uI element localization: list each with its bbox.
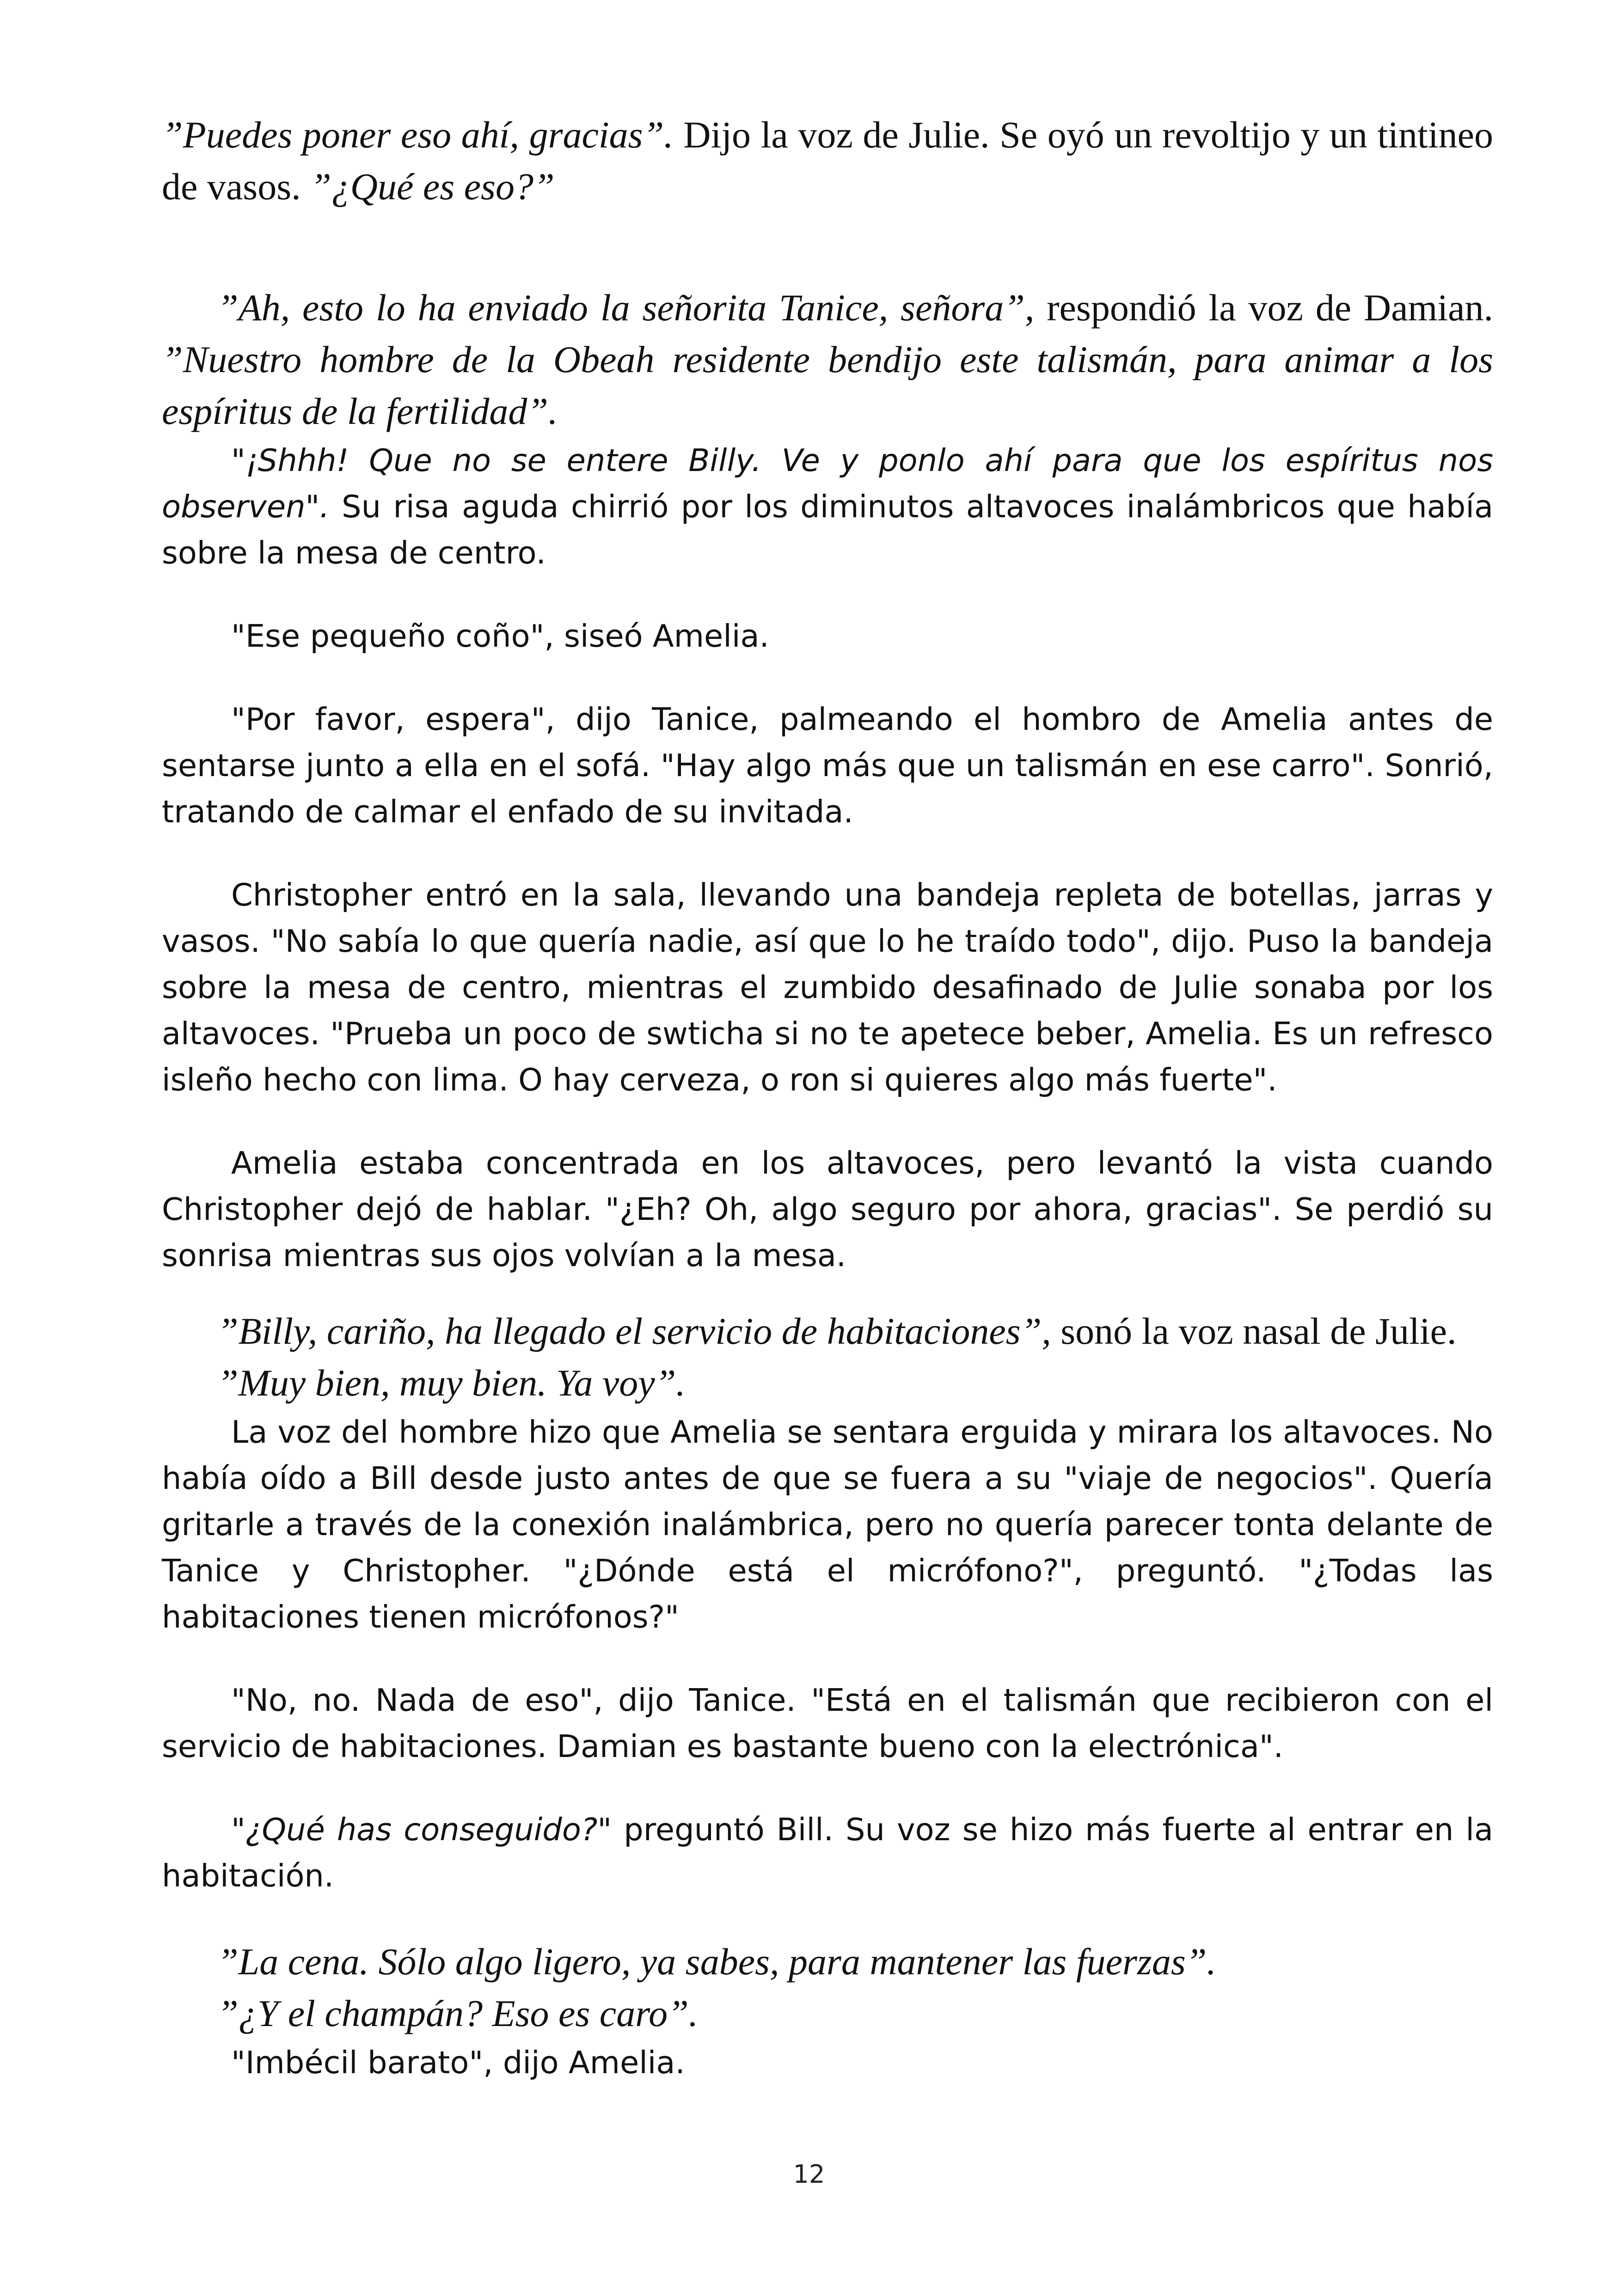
paragraph-4 <box>162 613 1493 659</box>
paragraph-10 <box>162 1409 1493 1640</box>
paragraph-3 <box>162 437 1493 576</box>
paragraph-12-run-1: "¿Qué has conseguido?" <box>231 1812 612 1848</box>
paragraph-1-run-3: ”¿Qué es eso?” <box>310 165 555 208</box>
paragraph-2-run-2: respondió la voz de Damian. <box>1034 287 1493 329</box>
paragraph-14 <box>162 1988 1493 2039</box>
paragraph-13-run-1: ”La cena. Sólo algo ligero, ya sabes, para mantener las fuerzas”. <box>217 1941 1216 1983</box>
paragraph-7 <box>162 1140 1493 1279</box>
paragraph-15-run-1: "Imbécil barato", dijo Amelia. <box>231 2045 685 2081</box>
paragraph-5-run-1: "Por favor, espera", dijo Tanice, palmeando el hombro de Amelia antes de sentarse junto a ella en el sofá. "Hay algo más que un talismán en ese carro". Sonrió, tratando de calmar el enfado de su invitada. <box>162 701 1493 830</box>
paragraph-15 <box>162 2039 1493 2086</box>
paragraph-10-run-1: La voz del hombre hizo que Amelia se sentara erguida y mirara los altavoces. No había oído a Bill desde justo antes de que se fuera a su "viaje de negocios". Quería gritarle a través de la conexión inalámbrica, pero no quería parecer tonta delante de Tanice y Christopher. "¿Dónde está el micrófono?", preguntó. "¿Todas las habitaciones tienen micrófonos?" <box>162 1414 1493 1635</box>
paragraph-9 <box>162 1357 1493 1409</box>
page-number: 12 <box>793 2160 825 2189</box>
paragraph-11-run-1: "No, no. Nada de eso", dijo Tanice. "Está en el talismán que recibieron con el servicio de habitaciones. Damian es bastante bueno con la electrónica". <box>162 1682 1493 1764</box>
page-body <box>162 0 1493 2086</box>
paragraph-8-run-1: ”Billy, cariño, ha llegado el servicio de habitaciones”, <box>217 1310 1051 1352</box>
paragraph-4-run-1: "Ese pequeño coño", siseó Amelia. <box>231 618 769 654</box>
paragraph-3-run-2: Su risa aguda chirrió por los diminutos altavoces inalámbricos que había sobre la mesa de centro. <box>162 489 1493 571</box>
paragraph-8 <box>162 1305 1493 1357</box>
paragraph-1 <box>162 109 1493 213</box>
paragraph-5 <box>162 696 1493 835</box>
paragraph-13 <box>162 1936 1493 1988</box>
paragraph-2-run-3: ”Nuestro hombre de la Obeah residente bendijo este talismán, para animar a los espíritus de la fertilidad”. <box>162 338 1493 432</box>
paragraph-12 <box>162 1806 1493 1899</box>
paragraph-14-run-1: ”¿Y el champán? Eso es caro”. <box>217 1992 699 2034</box>
paragraph-2-run-1: ”Ah, esto lo ha enviado la señorita Tanice, señora”, <box>217 287 1035 329</box>
paragraph-1-run-1: ”Puedes poner eso ahí, gracias”. <box>162 114 674 156</box>
paragraph-1-run-2: Dijo la voz de Julie. Se oyó un revoltijo y un tintineo de vasos. <box>162 114 1493 208</box>
paragraph-9-run-1: ”Muy bien, muy bien. Ya voy”. <box>217 1362 686 1404</box>
paragraph-7-run-1: Amelia estaba concentrada en los altavoces, pero levantó la vista cuando Christopher dejó de hablar. "¿Eh? Oh, algo seguro por ahora, gracias". Se perdió su sonrisa mientras sus ojos volvían a la mesa. <box>162 1145 1493 1274</box>
paragraph-12-run-2: preguntó Bill. Su voz se hizo más fuerte al entrar en la habitación. <box>162 1812 1494 1894</box>
paragraph-6 <box>162 872 1493 1103</box>
paragraph-8-run-2: sonó la voz nasal de Julie. <box>1051 1310 1457 1352</box>
paragraph-3-run-1: "¡Shhh! Que no se entere Billy. Ve y ponlo ahí para que los espíritus nos observen". <box>162 442 1493 525</box>
paragraph-2 <box>162 282 1493 437</box>
paragraph-6-run-1: Christopher entró en la sala, llevando una bandeja repleta de botellas, jarras y vasos. "No sabía lo que quería nadie, así que lo he traído todo", dijo. Puso la bandeja sobre la mesa de centro, mientras el zumbido desafinado de Julie sonaba por los altavoces. "Prueba un poco de swticha si no te apetece beber, Amelia. Es un refresco isleño hecho con lima. O hay cerveza, o ron si quieres algo más fuerte". <box>162 877 1493 1098</box>
paragraph-11 <box>162 1677 1493 1769</box>
